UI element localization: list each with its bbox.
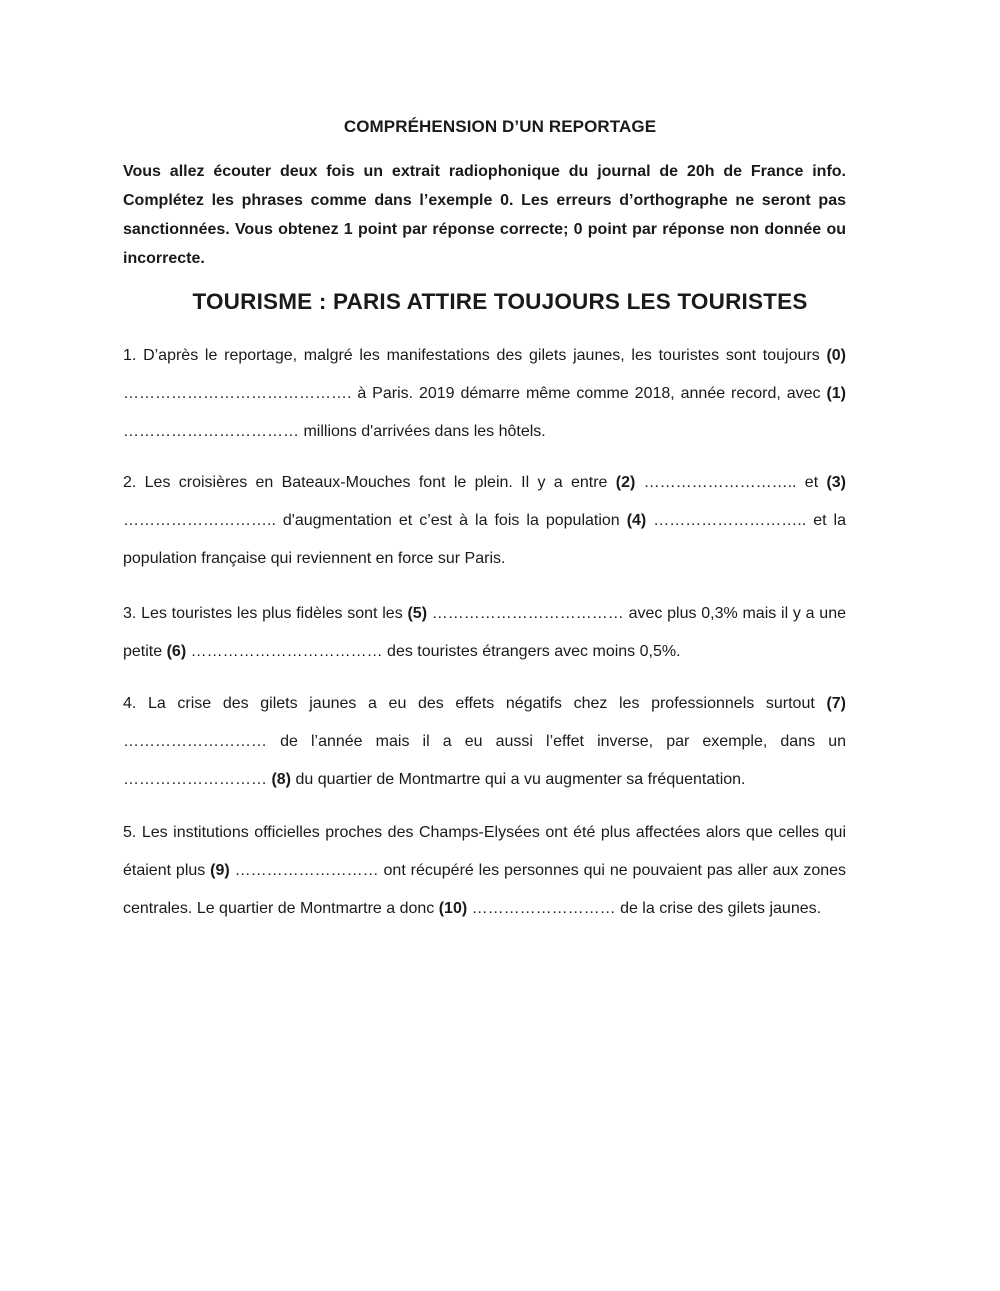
- answer-blank-2[interactable]: ………………………..: [635, 474, 805, 491]
- question-text: et: [804, 474, 827, 491]
- blank-number-6: (6): [166, 643, 187, 660]
- blank-number-1: (1): [826, 385, 847, 402]
- question-1: [123, 337, 846, 451]
- question-text: d'augmentation et c’est à la fois la population: [282, 512, 627, 529]
- blank-number-10: (10): [438, 900, 468, 917]
- answer-blank-3[interactable]: ………………………..: [123, 512, 283, 529]
- answer-blank-7[interactable]: ………………………: [123, 733, 281, 750]
- question-text: 2. Les croisières en Bateaux-Mouches font le plein. Il y a entre: [123, 474, 616, 491]
- answer-blank-9[interactable]: ………………………: [229, 862, 384, 879]
- question-text: 5. Les institutions officielles proches des Champs-Elysées ont été plus affectées alors que celles qui étaient plus: [123, 824, 846, 879]
- question-text: millions d'arrivées dans les hôtels.: [303, 423, 546, 440]
- question-text: 3. Les touristes les plus fidèles sont les: [123, 605, 408, 622]
- blank-number-3: (3): [826, 474, 847, 491]
- question-4: [123, 685, 846, 799]
- blank-number-5: (5): [407, 605, 428, 622]
- answer-blank-1[interactable]: ……………………………: [123, 423, 304, 440]
- question-text: des touristes étrangers avec moins 0,5%.: [387, 643, 681, 660]
- answer-blank-6[interactable]: ………………………………: [186, 643, 388, 660]
- blank-number-8: (8): [271, 771, 292, 788]
- question-5: [123, 814, 846, 928]
- question-2: [123, 464, 846, 578]
- answer-blank-5[interactable]: ………………………………: [427, 605, 629, 622]
- answer-blank-0[interactable]: …………………………………….: [123, 385, 358, 402]
- answer-blank-8[interactable]: ………………………: [123, 771, 272, 788]
- blank-number-9: (9): [210, 862, 230, 879]
- question-3: [123, 595, 846, 671]
- question-text: ont récupéré les personnes qui ne pouvaient pas aller aux zones centrales. Le quartier de Montmartre a donc: [123, 862, 847, 917]
- blank-number-2: (2): [615, 474, 636, 491]
- article-title: TOURISME : PARIS ATTIRE TOUJOURS LES TOURISTES: [192, 289, 808, 314]
- question-text: 4. La crise des gilets jaunes a eu des effets négatifs chez les professionnels surtout: [123, 695, 827, 712]
- question-text: de la crise des gilets jaunes.: [620, 900, 822, 917]
- question-text: et la population française qui reviennent en force sur Paris.: [123, 512, 846, 567]
- question-text: 1. D’après le reportage, malgré les manifestations des gilets jaunes, les touristes sont toujours: [123, 347, 827, 364]
- answer-blank-10[interactable]: ………………………: [467, 900, 621, 917]
- question-text: avec plus 0,3% mais il y a une petite: [123, 605, 847, 660]
- document-title: COMPRÉHENSION D’UN REPORTAGE: [343, 117, 657, 136]
- question-text: à Paris. 2019 démarre même comme 2018, année record, avec: [357, 385, 827, 402]
- blank-number-7: (7): [826, 695, 846, 712]
- blank-number-4: (4): [626, 512, 647, 529]
- question-text: de l’année mais il a eu aussi l’effet inverse, par exemple, dans un: [280, 733, 846, 750]
- question-text: du quartier de Montmartre qui a vu augmenter sa fréquentation.: [291, 771, 746, 788]
- instructions-text: Vous allez écouter deux fois un extrait radiophonique du journal de 20h de France info. Complétez les phrases comme dans l’exemple 0. Les erreurs d’orthographe ne seront pas sanctionnées. Vous obtenez 1 point par réponse correcte; 0 point par réponse non donnée ou incorrecte.: [123, 163, 846, 267]
- blank-number-0: (0): [826, 347, 846, 364]
- answer-blank-4[interactable]: ………………………..: [646, 512, 814, 529]
